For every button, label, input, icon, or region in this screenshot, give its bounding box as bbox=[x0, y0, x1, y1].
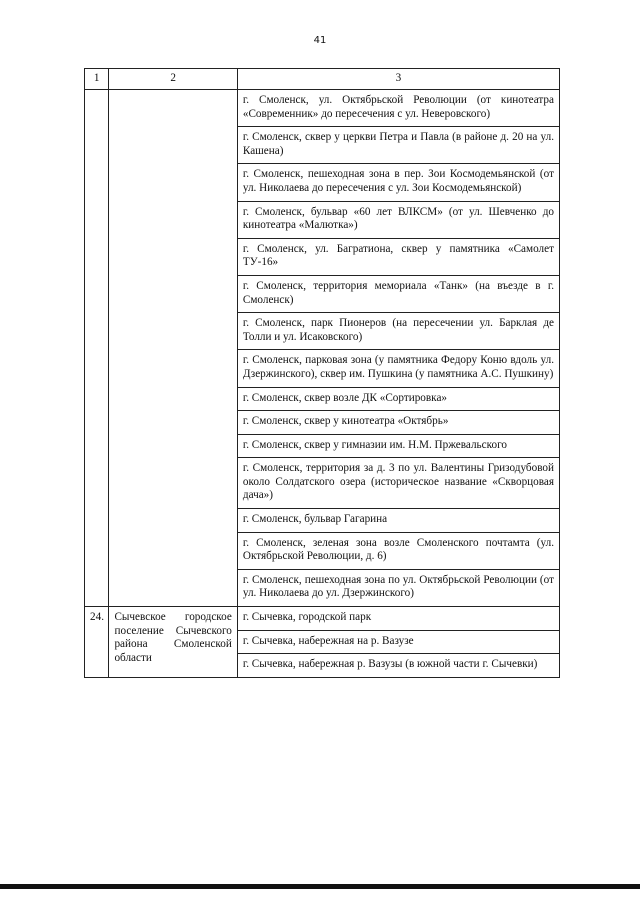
settlement-cell bbox=[109, 90, 237, 607]
page-bottom-rule bbox=[0, 884, 640, 889]
place-cell: г. Смоленск, территория за д. 3 по ул. Валентины Гризодубовой около Солдатского озера (историческое название «Скворцовая дача») bbox=[237, 458, 559, 509]
places-table bbox=[84, 68, 560, 678]
table-row bbox=[85, 90, 560, 127]
table-header-row bbox=[85, 69, 560, 90]
place-cell: г. Смоленск, сквер у кинотеатра «Октябрь» bbox=[237, 411, 559, 435]
page-number: 41 bbox=[313, 35, 327, 46]
place-cell: г. Смоленск, сквер у гимназии им. Н.М. Пржевальского bbox=[237, 434, 559, 458]
place-cell: г. Смоленск, сквер у церкви Петра и Павла (в районе д. 20 на ул. Кашена) bbox=[237, 127, 559, 164]
place-cell: г. Смоленск, парк Пионеров (на пересечении ул. Барклая де Толли и ул. Исаковского) bbox=[237, 313, 559, 350]
settlement-cell: Сычевское городское поселение Сычевского района Смоленской области bbox=[109, 607, 237, 678]
place-cell: г. Смоленск, сквер возле ДК «Сортировка» bbox=[237, 387, 559, 411]
header-col-2: 2 bbox=[109, 69, 237, 90]
place-cell: г. Смоленск, зеленая зона возле Смоленского почтамта (ул. Октябрьской Революции, д. 6) bbox=[237, 532, 559, 569]
row-number-cell bbox=[85, 90, 109, 607]
header-col-3: 3 bbox=[237, 69, 559, 90]
table-row bbox=[85, 607, 560, 631]
place-cell: г. Сычевка, городской парк bbox=[237, 607, 559, 631]
place-cell: г. Смоленск, бульвар «60 лет ВЛКСМ» (от ул. Шевченко до кинотеатра «Малютка») bbox=[237, 201, 559, 238]
place-cell: г. Смоленск, территория мемориала «Танк» (на въезде в г. Смоленск) bbox=[237, 275, 559, 312]
place-cell: г. Сычевка, набережная р. Вазузы (в южной части г. Сычевки) bbox=[237, 654, 559, 678]
place-cell: г. Сычевка, набережная на р. Вазузе bbox=[237, 630, 559, 654]
place-cell: г. Смоленск, пешеходная зона в пер. Зои Космодемьянской (от ул. Николаева до пересечения с ул. Зои Космодемьянской) bbox=[237, 164, 559, 201]
place-cell: г. Смоленск, бульвар Гагарина bbox=[237, 509, 559, 533]
place-cell: г. Смоленск, пешеходная зона по ул. Октябрьской Революции (от ул. Николаева до ул. Дзержинского) bbox=[237, 569, 559, 606]
place-cell: г. Смоленск, ул. Багратиона, сквер у памятника «Самолет ТУ-16» bbox=[237, 238, 559, 275]
header-col-1: 1 bbox=[85, 69, 109, 90]
row-number-cell: 24. bbox=[85, 607, 109, 678]
place-cell: г. Смоленск, парковая зона (у памятника Федору Коню вдоль ул. Дзержинского), сквер им. Пушкина (у памятника А.С. Пушкину) bbox=[237, 350, 559, 387]
place-cell: г. Смоленск, ул. Октябрьской Революции (от кинотеатра «Современник» до пересечения с ул. Неверовского) bbox=[237, 90, 559, 127]
